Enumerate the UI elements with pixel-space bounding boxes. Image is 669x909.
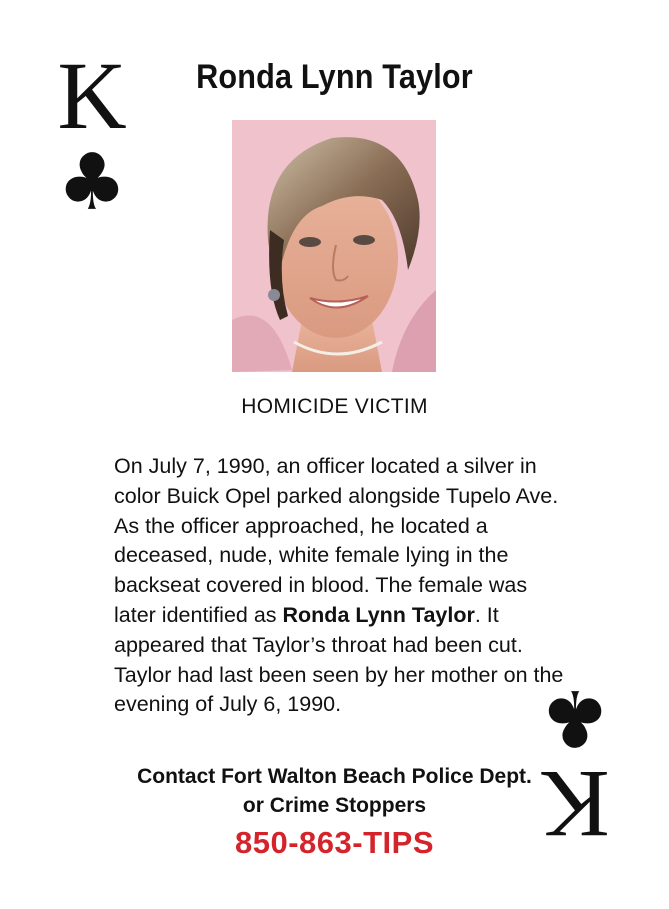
club-suit-icon: ♣: [57, 138, 127, 228]
contact-line-police: Contact Fort Walton Beach Police Dept.: [137, 765, 532, 788]
card-rank-inverted: K: [540, 751, 610, 858]
victim-photo: [232, 120, 436, 372]
victim-name: Ronda Lynn Taylor: [196, 58, 473, 96]
victim-caption: HOMICIDE VICTIM: [241, 395, 428, 418]
contact-line-crime-stoppers: or Crime Stoppers: [242, 794, 427, 817]
case-description-name: Ronda Lynn Taylor: [282, 602, 475, 627]
case-description-text-end: . It appeared that Taylor’s throat had been cut. Taylor had last been seen by her mother on the evening of July 6, 1990.: [114, 602, 564, 717]
tip-phone-number: 850-863-TIPS: [235, 825, 434, 860]
card-rank: K: [57, 42, 127, 149]
case-description-text: On July 7, 1990, an officer located a silver in color Buick Opel parked alongside Tupelo Ave. As the officer approached, he located a deceased, nude, white female lying in the backseat covered in blood. The female was later identified as: [114, 454, 559, 627]
case-description: [114, 452, 564, 720]
contact-info: [0, 762, 669, 820]
club-suit-icon-inverted: ♣: [540, 672, 610, 762]
portrait-image: [232, 120, 436, 372]
